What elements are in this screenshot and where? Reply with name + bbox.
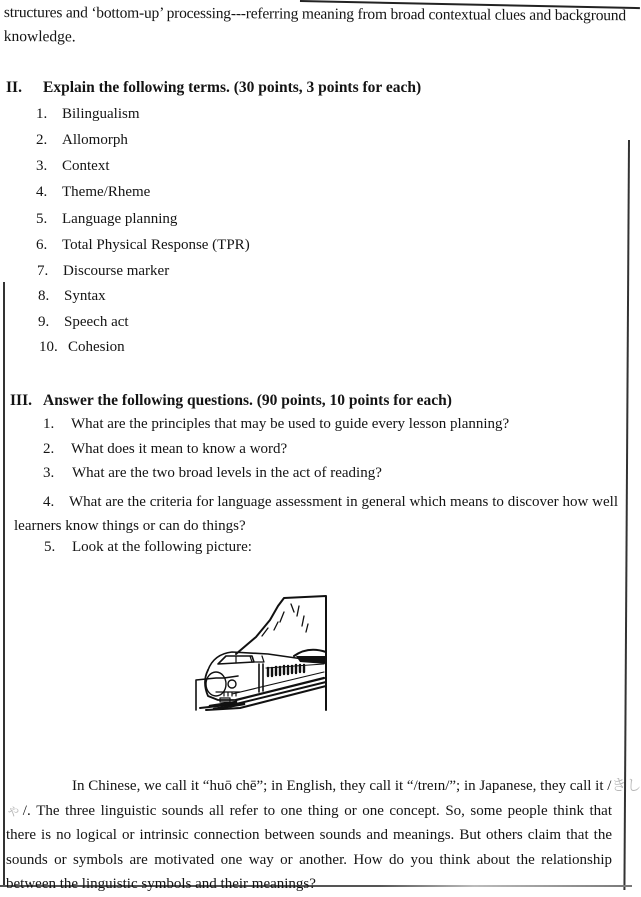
term-item [36, 132, 128, 149]
question-item [44, 539, 252, 556]
item-number: 1. [36, 106, 48, 122]
term-text: Bilingualism [62, 106, 140, 122]
paragraph-line-4: sounds or symbols are motivated one way or another. How do you think about the relationship [6, 851, 612, 868]
intro-line-1: structures and ‘bottom-up’ processing---referring meaning from broad contextual clues and background [3, 3, 626, 25]
term-item [36, 106, 140, 123]
term-text: Syntax [64, 288, 106, 304]
paragraph-line-3: there is no logical or intrinsic connection between sounds and meanings. But others claim that the [6, 827, 612, 843]
item-number: 3. [36, 158, 48, 174]
frame-left-border [3, 282, 5, 886]
question-item [43, 416, 509, 433]
item-number: 1. [43, 416, 55, 432]
term-text: Cohesion [68, 339, 125, 355]
item-number: 8. [38, 288, 50, 304]
question-text: What does it mean to know a word? [71, 441, 288, 457]
item-number: 9. [38, 314, 50, 330]
paragraph-line-5: between the linguistic symbols and their meanings? [6, 876, 316, 892]
question-4-line-2: learners know things or can do things? [14, 518, 246, 534]
bullet-train-illustration [196, 592, 396, 714]
train-headlight [228, 680, 236, 688]
item-number: 2. [43, 441, 55, 457]
section-2-heading [6, 79, 421, 97]
question-text: Look at the following picture: [72, 539, 252, 555]
item-number: 4. [43, 494, 55, 510]
japanese-text: きし [611, 778, 641, 794]
question-text: What are the principles that may be used to guide every lesson planning? [71, 416, 510, 432]
term-item [36, 184, 150, 201]
term-item [39, 339, 125, 356]
paragraph-text: /. The three linguistic sounds all refer to one thing or one concept. So, some people think that [22, 802, 612, 819]
japanese-text: ゃ [6, 802, 23, 819]
question-item [43, 441, 287, 458]
term-text: Allomorph [62, 132, 128, 148]
item-number: 6. [36, 237, 48, 253]
item-number: 7. [37, 263, 49, 279]
term-text: Discourse marker [63, 263, 170, 279]
term-item [38, 314, 129, 331]
intro-paragraph [4, 1, 626, 52]
term-item [36, 211, 177, 228]
term-text: Language planning [62, 211, 178, 227]
term-text: Speech act [64, 314, 129, 330]
term-item [36, 237, 250, 254]
term-item [38, 288, 106, 305]
item-number: 2. [36, 132, 48, 148]
item-number: 5. [44, 539, 56, 555]
train-door [259, 664, 263, 692]
section-2-numeral: II. [6, 79, 22, 96]
section-3-numeral: III. [10, 392, 32, 409]
item-number: 3. [43, 465, 55, 481]
tunnel-arch [294, 650, 326, 656]
paragraph-text: In Chinese, we call it “huō chē”; in English, they call it “/treɪn/”; in Japanese, they call it / [72, 778, 612, 794]
intro-line-2: knowledge. [3, 27, 76, 46]
question-5-paragraph [6, 774, 641, 897]
question-text: What are the criteria for language assessment in general which means to discover how well [69, 494, 618, 510]
question-text: What are the two broad levels in the act of reading? [72, 465, 382, 481]
item-number: 5. [36, 211, 48, 227]
term-text: Theme/Rheme [62, 184, 151, 200]
paragraph-line-1 [36, 774, 641, 799]
term-text: Context [62, 158, 110, 174]
paragraph-line-2 [6, 799, 612, 824]
section-3-heading [10, 392, 452, 410]
term-item [37, 263, 169, 280]
question-4-line-1 [14, 490, 618, 514]
term-item [36, 158, 110, 175]
item-number: 10. [39, 339, 58, 355]
item-number: 4. [36, 184, 48, 200]
section-2-title: Explain the following terms. (30 points, 3 points for each) [43, 79, 422, 96]
question-item [43, 465, 382, 482]
term-text: Total Physical Response (TPR) [62, 237, 250, 253]
section-3-title: Answer the following questions. (90 points, 10 points for each) [43, 392, 452, 409]
question-item [14, 490, 618, 538]
